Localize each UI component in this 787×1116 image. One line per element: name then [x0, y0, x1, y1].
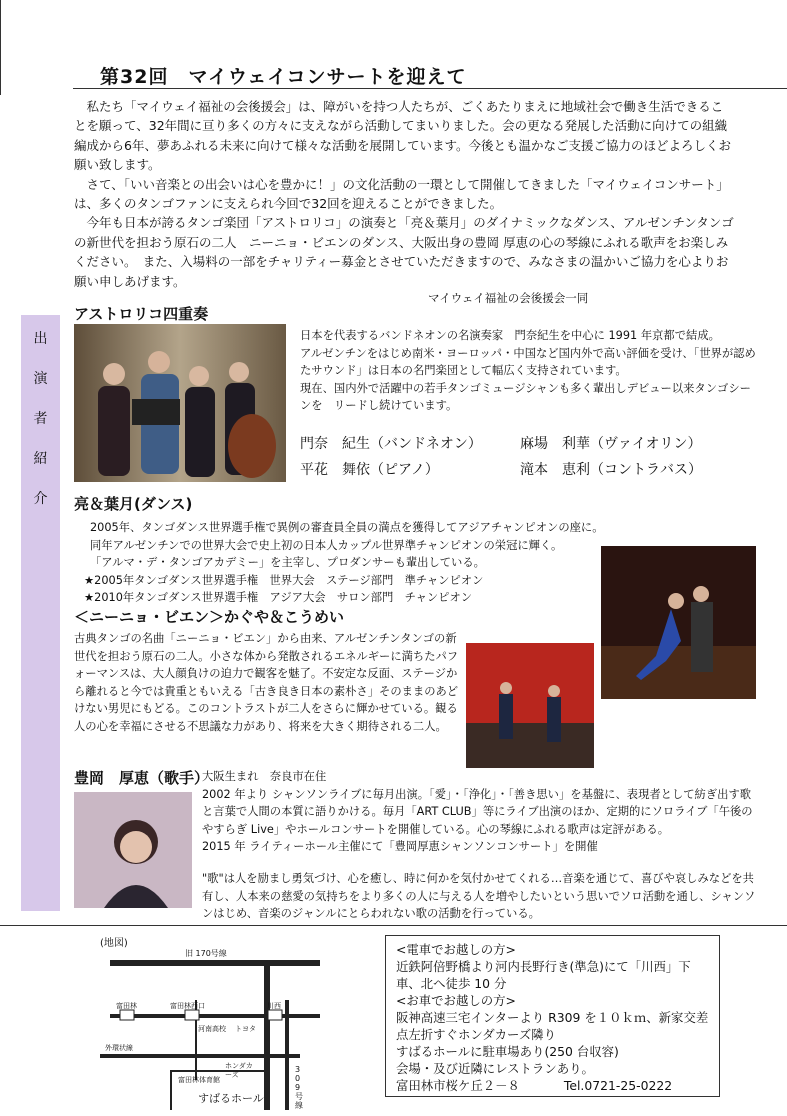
- map-route170: 旧 170号線: [185, 949, 227, 958]
- member-name: 門奈 紀生（バンドネオン）: [300, 436, 482, 452]
- access-line: すばるホールに駐車場あり(250 台収容): [396, 1044, 619, 1059]
- nino-bien-heading: ＜ニーニョ・ビエン＞かぐや＆こうめい: [74, 608, 345, 626]
- title-divider: [73, 88, 787, 89]
- ryo-line: 同年アルゼンチンでの世界大会で史上初の日本人カップル世界準チャンピオンの栄冠に輝く。: [90, 538, 563, 552]
- astrolico-desc-line: 現在、国内外で活躍中の若手タンゴミュージシャンも多く輩出しデビュー以来タンゴシーンを リードし続けています。: [300, 381, 751, 413]
- toyooka-line: 大阪生まれ 奈良市在住: [202, 770, 327, 783]
- access-line: <電車でお越しの方>: [396, 942, 516, 957]
- toyooka-line: 2002 年より シャンソンライブに毎月出演。「愛」・「浄化」・「善き思い」を基盤に、表現者として紡ぎ出す歌と言葉で人間の本質に語りかける。毎月「ART CLUB」等にライブ出演のほか、定期的にソロライブ「午後のやすらぎ Live」やホールコンサートを開催している。心の琴線にふれる歌声は定評がある。: [202, 787, 753, 836]
- sidebar-char: 者: [33, 411, 48, 427]
- ryo-hazuki-heading: 亮＆葉月(ダンス): [74, 495, 193, 513]
- ryo-line: 「アルマ・デ・タンゴアカデミー」を主宰し、プロダンサーも輩出している。: [90, 556, 485, 570]
- toyooka-photo: [74, 792, 192, 908]
- map-hall: すばるホール: [198, 1092, 264, 1105]
- left-border-line: [0, 0, 1, 95]
- astrolico-desc-line: アルゼンチンをはじめ南米・ヨーロッパ・中国など国内外で高い評価を受け、「世界が認めたサウンド」は日本の名門楽団として幅広く支持されています。: [300, 346, 756, 378]
- map-label: (地図): [100, 938, 128, 949]
- member-name: 滝本 恵利（コントラバス）: [520, 462, 702, 478]
- map-tondabayashi-nishiguchi: 富田林西口: [170, 1002, 205, 1010]
- toyooka-description-2: [202, 870, 762, 923]
- intro-paragraph: さて、「いい音楽との出会いは心を豊かに！」の文化活動の一環として開催してきました「マイウェイコンサート」は、多くのタンゴファンに支えられ今回で32回を迎えることができました。: [74, 176, 729, 212]
- intro-paragraph: 今年も日本が誇るタンゴ楽団「アストロリコ」の演奏と「亮＆葉月」のダイナミックなダンス、アルゼンチンタンゴの新世代を担おう原石の二人 ニーニョ・ビエンのダンス、大阪出身の豊岡 厚恵の心の琴線にふれる歌声をお楽しみください。 また、入場料の一部をチャリティー募金とさせていただきますので、みなさまの温かいご協力を心よりお願い申しあげます。: [74, 215, 734, 289]
- map-tondabayashi: 富田林: [116, 1002, 137, 1010]
- map-toyota: トヨタ: [235, 1025, 256, 1033]
- venue-address: 富田林市桜ケ丘２－８: [396, 1078, 520, 1093]
- ryo-line: 2005年、タンゴダンス世界選手権で異例の審査員全員の満点を獲得してアジアチャンピオンの座に。: [90, 521, 604, 534]
- nino-bien-photo: [466, 643, 594, 768]
- nino-bien-photo-image: [466, 643, 594, 768]
- access-address-row: [396, 1077, 709, 1094]
- bottom-divider: [0, 925, 787, 926]
- ryo-line: ★2005年タンゴダンス世界選手権 世界大会 ステージ部門 準チャンピオン: [84, 573, 484, 587]
- map-gaikan: 外環状線: [105, 1044, 133, 1052]
- performer-intro-sidebar: [21, 315, 60, 911]
- venue-tel: Tel.0721-25-0222: [563, 1078, 673, 1093]
- map-route309: 309号線: [295, 1065, 303, 1110]
- astrolico-desc-line: 日本を代表するバンドネオンの名演奏家 門奈紀生を中心に 1991 年京都で結成。: [300, 329, 720, 342]
- intro-text: [74, 97, 734, 291]
- ryo-hazuki-description: [84, 519, 610, 607]
- access-line: 阪神高速三宅インターより R309 を１０ｋｍ、新家交差点左折すぐホンダカーズ隣り: [396, 1010, 709, 1042]
- member-name: 麻場 利華（ヴァイオリン）: [520, 436, 702, 452]
- sidebar-char: 出: [33, 331, 48, 347]
- nino-bien-description: [74, 630, 464, 736]
- access-info-box: [385, 935, 720, 1097]
- toyooka-photo-image: [74, 792, 192, 908]
- map-kawanishi: 川西: [267, 1002, 281, 1010]
- nino-bien-text: 古典タンゴの名曲「ニーニョ・ビエン」から由来、アルゼンチンタンゴの新世代を担おう原石の二人。小さな体から発散されるエネルギーに満ちたパフォーマンスは、大人顔負けの迫力で観客を魅了。不安定な反面、ステージから離れると今では貴重ともいえる「古き良き日本の素朴さ」そのままのあどけない男児にもどる。このコントラストが二人をさらに輝かせている。観る人の心を幸福にさせる不思議な力があり、将来を大きく期待される二人。: [74, 632, 459, 733]
- toyooka-line: 2015 年 ライティーホール主催にて「豊岡厚恵シャンソンコンサート」を開催: [202, 840, 598, 854]
- access-line: 近鉄阿倍野橋より河内長野行き(準急)にて「川西」下車、北へ徒歩 10 分: [396, 959, 691, 991]
- signature: マイウェイ福祉の会後援会一同: [428, 291, 589, 305]
- access-line: 会場・及び近隣にレストランあり。: [396, 1061, 594, 1076]
- astrolico-photo: [74, 324, 286, 482]
- astrolico-photo-image: [74, 324, 286, 482]
- toyooka-line: "歌"は人を励まし勇気づけ、心を癒し、時に何かを気付かせてくれる…音楽を通じて、喜びや哀しみなどを共有し、人本来の慈愛の気持ちをより多くの人に与える人を増やしたいという思いでソロ活動を通し、シャンソンはじめ、音楽のジャンルにとらわれない歌の活動を行っている。: [202, 872, 756, 921]
- astrolico-heading: アストロリコ四重奏: [74, 305, 209, 323]
- toyooka-heading: 豊岡 厚恵（歌手）: [74, 769, 210, 787]
- sidebar-char: 介: [33, 491, 48, 507]
- intro-paragraph: 私たち「マイウェイ福祉の会後援会」は、障がいを持つ人たちが、ごくあたりまえに地域社会で働き生活できることを願って、32年間に亘り多くの方々に支えながら活動してまいりました。会の更なる発展した活動に向けての組織編成から6年、夢あふれる未来に向けて様々な活動を展開しています。今後とも温かなご支援ご協力のほどよろしくお願い致します。: [74, 99, 731, 173]
- ryo-hazuki-photo-image: [601, 546, 756, 699]
- toyooka-description: [202, 768, 762, 856]
- page-title: 第32回 マイウェイコンサートを迎えて: [100, 66, 467, 88]
- ryo-line: ★2010年タンゴダンス世界選手権 アジア大会 サロン部門 チャンピオン: [84, 591, 473, 605]
- sidebar-char: 演: [33, 371, 48, 387]
- astrolico-description: [300, 327, 756, 415]
- access-line: <お車でお越しの方>: [396, 993, 516, 1008]
- ryo-hazuki-photo: [601, 546, 756, 699]
- sidebar-char: 紹: [33, 451, 48, 467]
- map-gym: 富田林体育館: [178, 1076, 220, 1084]
- map-honda: ホンダカーズ: [225, 1062, 253, 1079]
- map-kawaminami: 河南高校: [198, 1025, 226, 1033]
- access-map: [100, 930, 330, 1110]
- member-name: 平花 舞依（ピアノ）: [300, 462, 439, 478]
